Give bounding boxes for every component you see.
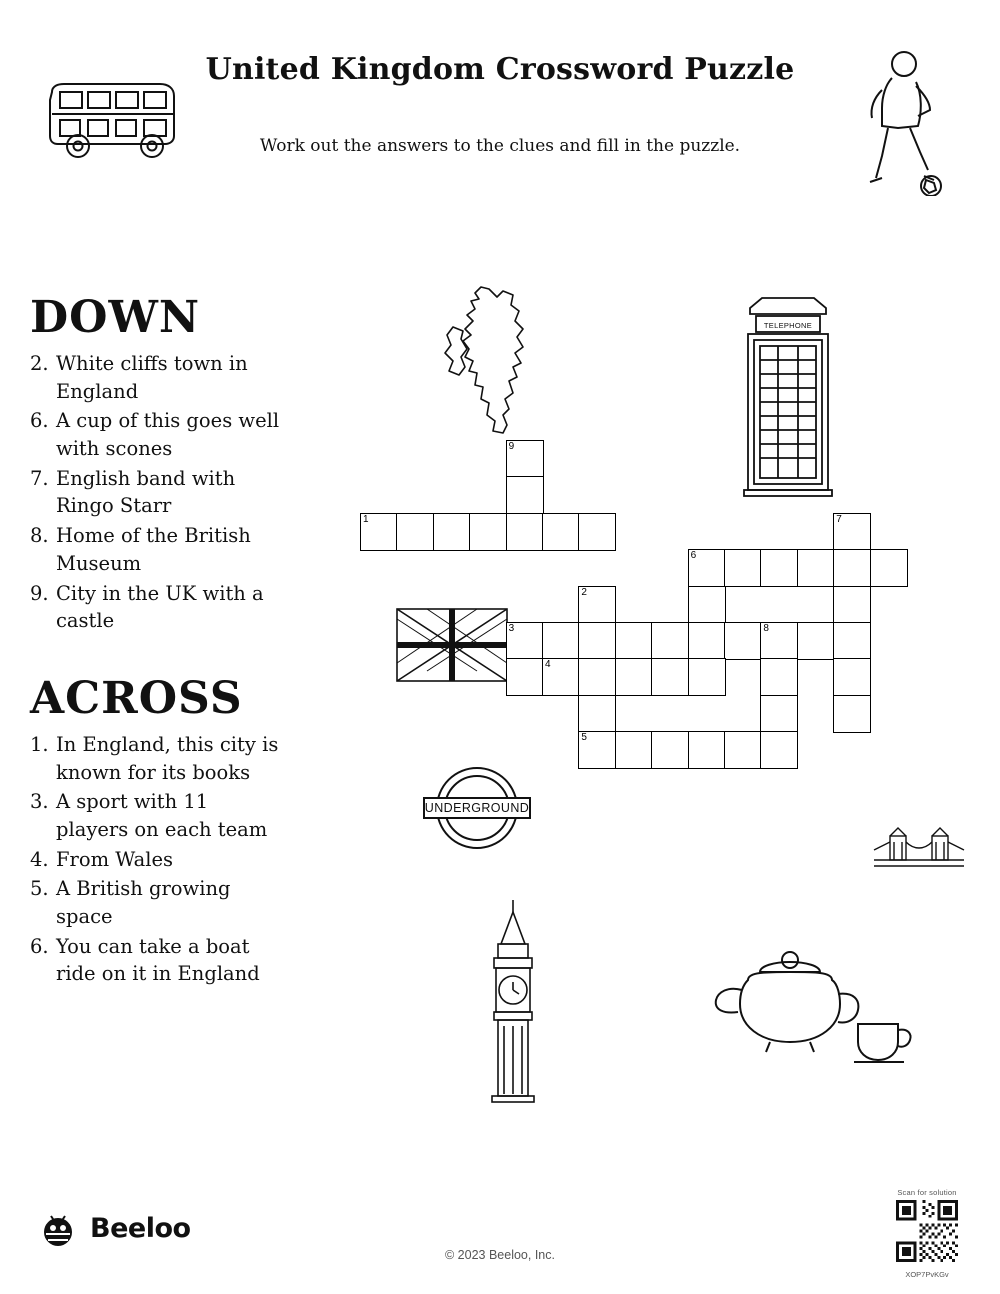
crossword-cell[interactable]: [396, 513, 434, 551]
crossword-cell[interactable]: [433, 513, 471, 551]
qr-label: Scan for solution: [897, 1188, 957, 1197]
crossword-cell[interactable]: [688, 586, 726, 624]
crossword-cell[interactable]: [797, 549, 835, 587]
teapot-and-cup-icon: [708, 938, 913, 1068]
crossword-cell[interactable]: [833, 549, 871, 587]
clue-text: White cliffs town in England: [56, 352, 248, 403]
list-item: [30, 465, 280, 520]
across-clue-list: [30, 731, 280, 988]
qr-block: [896, 1188, 958, 1279]
crossword-cell[interactable]: [469, 513, 507, 551]
clue-text: A British growing space: [56, 877, 231, 928]
cell-number: 4: [545, 659, 551, 671]
crossword-cell[interactable]: [724, 622, 762, 660]
list-item: [30, 350, 280, 405]
clue-number: 1.: [30, 732, 49, 756]
brand-logo: [38, 1208, 191, 1248]
crossword-cell[interactable]: [578, 513, 616, 551]
cell-number: 1: [363, 513, 369, 525]
crossword-cell[interactable]: [724, 549, 762, 587]
crossword-cell[interactable]: [506, 622, 544, 660]
clue-number: 6.: [30, 409, 49, 433]
crossword-cell[interactable]: [542, 622, 580, 660]
list-item: [30, 731, 280, 786]
qr-code-icon[interactable]: [896, 1200, 958, 1262]
crossword-cell[interactable]: [760, 695, 798, 733]
down-clue-list: [30, 350, 280, 635]
crossword-cell[interactable]: [760, 622, 798, 660]
crossword-cell[interactable]: [506, 658, 544, 696]
crossword-cell[interactable]: [760, 549, 798, 587]
clue-text: A sport with 11 players on each team: [56, 790, 268, 841]
qr-code-text: XOP7PvKGv: [905, 1270, 949, 1279]
crossword-cell[interactable]: [760, 658, 798, 696]
crossword-cell[interactable]: [688, 658, 726, 696]
across-heading: ACROSS: [30, 672, 243, 724]
uk-map-icon: [435, 275, 545, 450]
crossword-cell[interactable]: [833, 622, 871, 660]
clues-panel: [30, 292, 280, 990]
clue-number: 3.: [30, 790, 49, 814]
list-item: [30, 522, 280, 577]
clue-number: 5.: [30, 877, 49, 901]
crossword-cell[interactable]: [651, 658, 689, 696]
crossword-cell[interactable]: [833, 695, 871, 733]
crossword-cell[interactable]: [833, 658, 871, 696]
crossword-cell[interactable]: [651, 622, 689, 660]
crossword-grid[interactable]: [360, 440, 960, 900]
list-item: [30, 846, 280, 874]
clue-text: Home of the British Museum: [56, 524, 251, 575]
down-heading: DOWN: [30, 292, 201, 343]
crossword-cell[interactable]: [688, 622, 726, 660]
crossword-cell[interactable]: [578, 695, 616, 733]
crossword-cell[interactable]: [688, 549, 726, 587]
crossword-cell[interactable]: [760, 731, 798, 769]
crossword-cell[interactable]: [615, 622, 653, 660]
page-title: United Kingdom Crossword Puzzle: [205, 52, 795, 87]
crossword-cell[interactable]: [578, 622, 616, 660]
clue-number: 2.: [30, 352, 49, 375]
double-decker-bus-icon: [42, 78, 182, 160]
crossword-cell[interactable]: [615, 731, 653, 769]
clue-number: 4.: [30, 847, 49, 871]
page-subtitle: Work out the answers to the clues and fill in the puzzle.: [259, 136, 741, 156]
crossword-cell[interactable]: [688, 731, 726, 769]
cell-number: 8: [763, 623, 769, 634]
list-item: [30, 875, 280, 930]
crossword-cell[interactable]: [615, 658, 653, 696]
list-item: [30, 580, 280, 635]
clue-number: 7.: [30, 466, 49, 490]
clue-text: In England, this city is known for its books: [56, 732, 279, 784]
crossword-cell[interactable]: [870, 549, 908, 587]
clue-text: A cup of this goes well with scones: [56, 409, 280, 461]
cell-number: 3: [508, 623, 515, 634]
list-item: [30, 933, 280, 988]
crossword-cell[interactable]: [506, 440, 544, 478]
brand-name: Beeloo: [90, 1212, 191, 1244]
crossword-cell[interactable]: [360, 513, 398, 551]
underground-roundel-label: UNDERGROUND: [424, 801, 530, 815]
football-player-icon: [848, 46, 958, 196]
cell-number: 6: [690, 550, 697, 562]
crossword-cell[interactable]: [542, 513, 580, 551]
crossword-cell[interactable]: [542, 658, 580, 696]
crossword-cell[interactable]: [578, 586, 616, 624]
clue-text: You can take a boat ride on it in England: [56, 934, 260, 986]
clue-number: 6.: [30, 934, 49, 958]
crossword-cell[interactable]: [578, 658, 616, 696]
clue-text: English band with Ringo Starr: [56, 466, 236, 518]
crossword-cell[interactable]: [506, 476, 544, 514]
telephone-box-label: TELEPHONE: [763, 321, 813, 330]
list-item: [30, 407, 280, 462]
crossword-cell[interactable]: [506, 513, 544, 551]
list-item: [30, 788, 280, 843]
clue-number: 9.: [30, 581, 49, 605]
cell-number: 7: [836, 513, 842, 525]
clue-text: City in the UK with a castle: [56, 581, 264, 633]
crossword-cell[interactable]: [833, 513, 871, 551]
clue-text: From Wales: [56, 847, 174, 871]
crossword-cell[interactable]: [833, 586, 871, 624]
crossword-cell[interactable]: [651, 731, 689, 769]
cell-number: 2: [581, 586, 587, 598]
copyright-text: © 2023 Beeloo, Inc.: [445, 1248, 555, 1262]
crossword-cell[interactable]: [797, 622, 835, 660]
cell-number: 9: [508, 441, 515, 452]
crossword-cell[interactable]: [724, 731, 762, 769]
bee-icon: [38, 1208, 78, 1248]
cell-number: 5: [581, 732, 587, 744]
clue-number: 8.: [30, 524, 49, 548]
crossword-cell[interactable]: [578, 731, 616, 769]
big-ben-clock-tower-icon: [478, 898, 548, 1103]
